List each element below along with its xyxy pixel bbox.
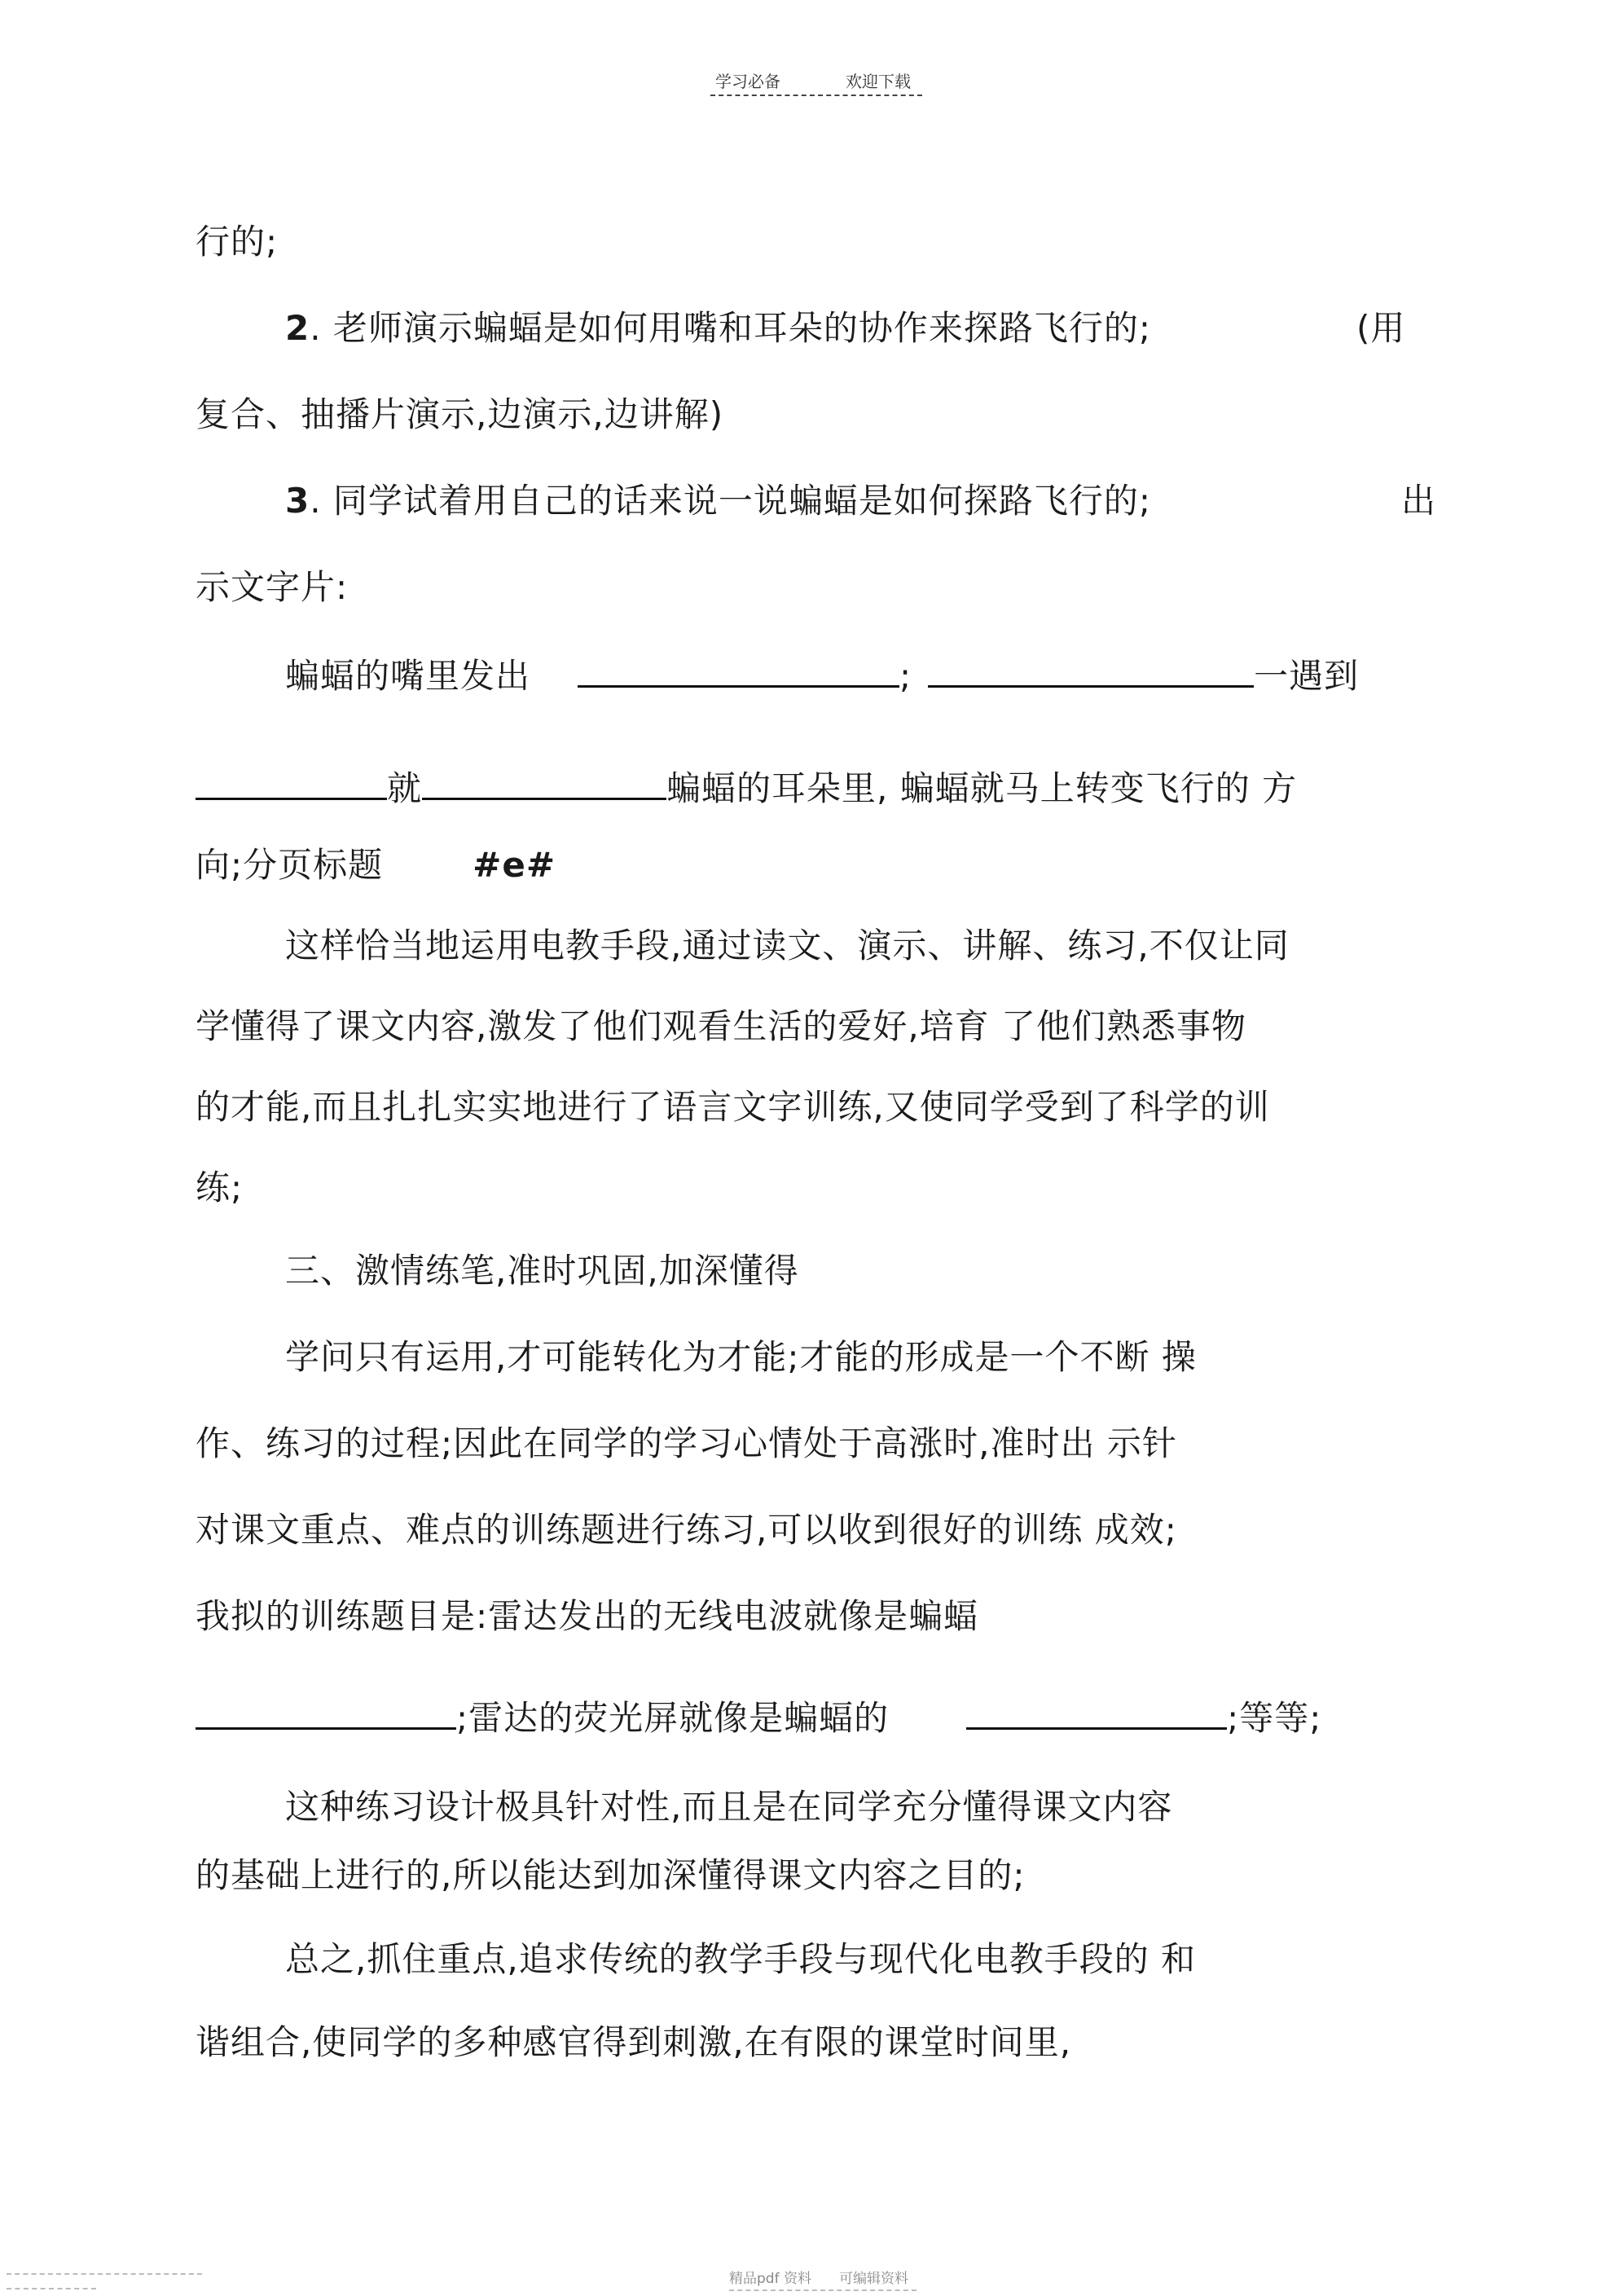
blank-line (422, 762, 666, 800)
fill-text: 就 (387, 768, 423, 808)
footer-dash (729, 2289, 916, 2291)
paragraph-line: 学问只有运用,才可能转化为才能;才能的形成是一个不断 操 (285, 1337, 1197, 1377)
blank-line (966, 1691, 1227, 1730)
blank-line (196, 762, 387, 800)
blank-line (928, 649, 1254, 688)
paragraph-line: 这样恰当地运用电教手段,通过读文、演示、讲解、练习,不仅让同 (285, 926, 1290, 965)
paragraph-line: 这种练习设计极具针对性,而且是在同学充分懂得课文内容 (285, 1787, 1173, 1827)
fill-text: 一遇到 (1254, 656, 1360, 696)
paragraph-line: 复合、抽播片演示,边演示,边讲解) (196, 394, 724, 434)
item-number: 3 (285, 481, 310, 521)
paragraph-line: 对课文重点、难点的训练题进行练习,可以收到很好的训练 成效; (196, 1510, 1177, 1550)
section-heading: 三、激情练笔,准时巩固,加深懂得 (285, 1251, 799, 1291)
list-item-2 (285, 304, 1151, 353)
paragraph-line: 的基础上进行的,所以能达到加深懂得课文内容之目的; (196, 1855, 1026, 1895)
paragraph-line: 练; (196, 1168, 244, 1207)
paragraph-line (196, 841, 556, 890)
item-text: . 同学试着用自己的话来说一说蝙蝠是如何探路飞行的; (310, 481, 1152, 521)
paragraph-line: 谐组合,使同学的多种感官得到刺激,在有限的课堂时间里, (196, 2022, 1072, 2062)
footer-right-text: 可编辑资料 (839, 2271, 908, 2287)
fill-text: 蝙蝠的耳朵里, 蝙蝠就马上转变飞行的 方 (666, 768, 1298, 808)
paragraph-line: 的才能,而且扎扎实实地进行了语言文字训练,又使同学受到了科学的训 (196, 1087, 1270, 1127)
paragraph-line: 行的; (196, 222, 279, 262)
fill-in-line (196, 1691, 1321, 1740)
list-item-3 (285, 477, 1151, 526)
footer-left-text: 精品pdf 资料 (729, 2271, 811, 2287)
footer-dash (7, 2288, 96, 2289)
fill-in-line (285, 649, 1359, 698)
blank-line (196, 1691, 456, 1730)
header-rule (710, 95, 922, 96)
paragraph-line: 学懂得了课文内容,激发了他们观看生活的爱好,培育 了他们熟悉事物 (196, 1006, 1247, 1046)
fill-text: ;等等; (1227, 1698, 1322, 1738)
subtitle-text: 向;分页标题 (196, 845, 384, 885)
page-header (0, 64, 1622, 104)
fill-in-line (196, 762, 1297, 811)
blank-line (578, 649, 899, 688)
header-right-text: 欢迎下载 (846, 72, 911, 91)
line-tail: (用 (1356, 308, 1406, 348)
paragraph-line: 总之,抓住重点,追求传统的教学手段与现代化电教手段的 和 (285, 1939, 1197, 1979)
paragraph-line: 作、练习的过程;因此在同学的学习心情处于高涨时,准时出 示针 (196, 1423, 1177, 1463)
fill-text: 蝙蝠的嘴里发出 (285, 656, 531, 696)
header-left-text: 学习必备 (715, 72, 780, 91)
line-tail: 出 (1401, 481, 1437, 521)
subtitle-code: #e# (473, 845, 556, 885)
fill-text: ;雷达的荧光屏就像是蝙蝠的 (456, 1698, 890, 1738)
fill-text: ; (899, 656, 912, 696)
paragraph-line: 示文字片: (196, 567, 349, 607)
page-footer (0, 2265, 1622, 2296)
item-text: . 老师演示蝙蝠是如何用嘴和耳朵的协作来探路飞行的; (310, 308, 1152, 348)
item-number: 2 (285, 308, 310, 348)
footer-dash (7, 2273, 202, 2275)
paragraph-line: 我拟的训练题目是:雷达发出的无线电波就像是蝙蝠 (196, 1596, 979, 1636)
